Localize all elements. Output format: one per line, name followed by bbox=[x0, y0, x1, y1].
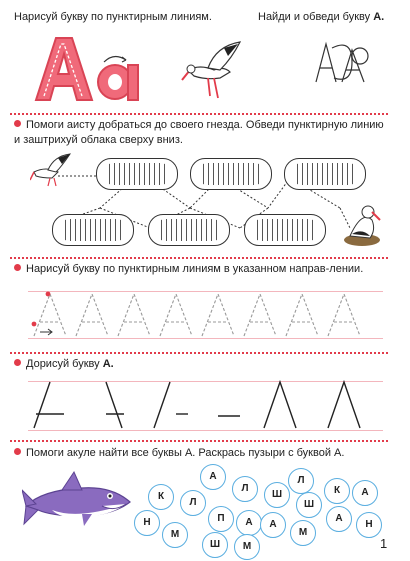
cloud-stripes bbox=[253, 219, 317, 241]
cloud-stripes bbox=[157, 219, 221, 241]
letter-bubble[interactable]: Н bbox=[134, 510, 160, 536]
letter-bubble[interactable]: Ш bbox=[202, 532, 228, 558]
stork-maze[interactable] bbox=[0, 148, 410, 256]
instruction-trace-letter: Нарисуй букву по пунктирным линиям. bbox=[14, 11, 212, 23]
letter-trace-row[interactable] bbox=[28, 290, 383, 340]
section-separator bbox=[10, 113, 388, 115]
letter-bubble[interactable]: Л bbox=[232, 476, 258, 502]
cloud-stripes bbox=[199, 163, 263, 185]
letter-bubble[interactable]: А bbox=[236, 510, 262, 536]
task-trace-text: Нарисуй букву по пунктирным линиям в указанном направ-лении. bbox=[26, 263, 364, 275]
task-complete-letter: А. bbox=[102, 358, 114, 370]
letter-bubble[interactable]: П bbox=[208, 506, 234, 532]
letter-bubble[interactable]: А bbox=[352, 480, 378, 506]
partial-letters bbox=[28, 380, 383, 432]
section-separator bbox=[10, 352, 388, 354]
task-shark-instruction bbox=[14, 446, 394, 461]
task-stork-text: Помоги аисту добраться до своего гнезда. Обведи пунктирную линию и заштрихуй облака сверху вниз. bbox=[14, 119, 384, 146]
cloud-6[interactable] bbox=[244, 214, 326, 246]
stork-icon bbox=[180, 40, 246, 102]
shark-illustration bbox=[22, 470, 134, 532]
section-separator bbox=[10, 257, 388, 259]
hidden-letters-scribble[interactable] bbox=[312, 38, 372, 88]
letter-bubble[interactable]: Л bbox=[180, 490, 206, 516]
letter-complete-row[interactable] bbox=[28, 380, 383, 432]
task-complete-instruction bbox=[14, 357, 114, 372]
letter-bubble[interactable]: А bbox=[326, 506, 352, 532]
letter-bubble[interactable]: М bbox=[234, 534, 260, 560]
bullet bbox=[14, 120, 21, 127]
nest-stork-icon bbox=[342, 200, 382, 248]
instruction-find-letter bbox=[258, 10, 384, 25]
cloud-stripes bbox=[293, 163, 357, 185]
letter-bubble[interactable]: Ш bbox=[264, 482, 290, 508]
big-letter-text bbox=[30, 30, 31, 31]
letter-bubble[interactable]: М bbox=[162, 522, 188, 548]
cloud-stripes bbox=[61, 219, 125, 241]
letter-bubble[interactable]: А bbox=[200, 464, 226, 490]
bullet bbox=[14, 264, 21, 271]
cloud-stripes bbox=[105, 163, 169, 185]
cloud-1[interactable] bbox=[96, 158, 178, 190]
letter-bubble[interactable]: К bbox=[148, 484, 174, 510]
letter-bubble[interactable]: Н bbox=[356, 512, 382, 538]
letter-bubble[interactable]: К bbox=[324, 478, 350, 504]
page-number: 1 bbox=[380, 536, 388, 551]
shark-icon bbox=[22, 470, 134, 532]
task-shark-text: Помоги акуле найти все буквы А. Раскрась пузыри с буквой А. bbox=[26, 447, 345, 459]
task-trace-instruction bbox=[14, 262, 386, 277]
section-separator bbox=[10, 440, 388, 442]
bullet bbox=[14, 359, 21, 366]
cloud-2[interactable] bbox=[190, 158, 272, 190]
small-stork-icon bbox=[30, 152, 74, 188]
dotted-letters bbox=[28, 290, 383, 340]
cloud-3[interactable] bbox=[284, 158, 366, 190]
cloud-5[interactable] bbox=[148, 214, 230, 246]
cloud-4[interactable] bbox=[52, 214, 134, 246]
big-letter-aa bbox=[30, 30, 140, 110]
instruction-find-letter-bold: А. bbox=[373, 11, 385, 23]
big-letter-graphic bbox=[30, 30, 140, 110]
stork-illustration bbox=[180, 40, 246, 102]
bubbles-area bbox=[130, 462, 390, 554]
letter-bubble[interactable]: М bbox=[290, 520, 316, 546]
task-stork-instruction bbox=[14, 118, 386, 148]
letter-bubble[interactable]: Ш bbox=[296, 492, 322, 518]
instruction-find-letter-text: Найди и обведи букву bbox=[258, 11, 374, 23]
letter-bubble[interactable]: Л bbox=[288, 468, 314, 494]
letter-bubble[interactable]: А bbox=[260, 512, 286, 538]
task-complete-text: Дорисуй букву bbox=[26, 358, 103, 370]
scribble-graphic bbox=[312, 38, 372, 88]
bullet bbox=[14, 448, 21, 455]
